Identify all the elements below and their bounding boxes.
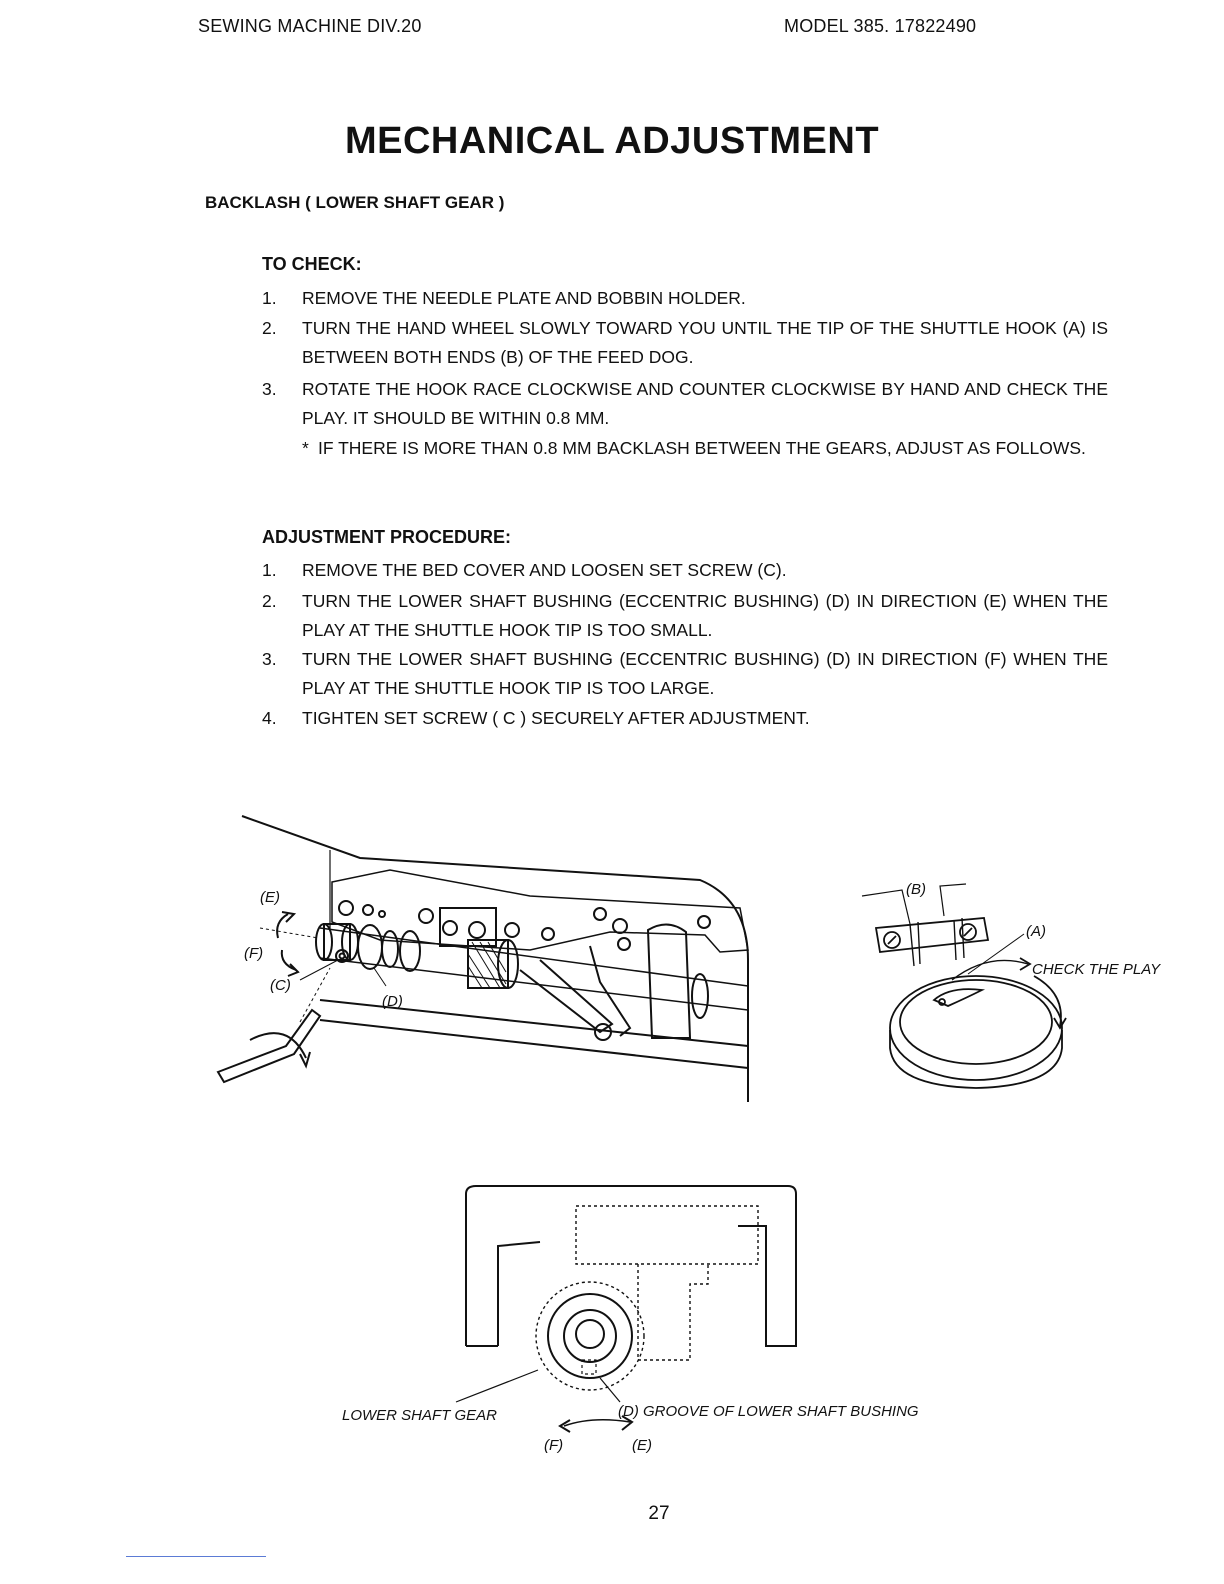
hook-label-b: (B)	[906, 881, 926, 898]
bottom-label-e: (E)	[632, 1437, 652, 1454]
check-note-text: IF THERE IS MORE THAN 0.8 MM BACKLASH BETWEEN THE GEARS, ADJUST AS FOLLOWS.	[318, 438, 1086, 458]
adjust-item-2-num: 2.	[262, 591, 277, 611]
main-label-e: (E)	[260, 889, 280, 906]
check-item-3-num: 3.	[262, 379, 277, 399]
check-item-2	[262, 314, 1108, 372]
adjust-item-2	[262, 587, 1108, 645]
main-label-c: (C)	[270, 977, 291, 994]
figure-hook-check-play	[858, 876, 1178, 1106]
main-label-d: (D)	[382, 993, 403, 1010]
check-item-1-num: 1.	[262, 288, 277, 308]
hook-label-a: (A)	[1026, 923, 1046, 940]
page-number: 27	[648, 1503, 670, 1524]
adjust-item-1-text: REMOVE THE BED COVER AND LOOSEN SET SCREW (C).	[302, 560, 787, 580]
adjustment-heading: ADJUSTMENT PROCEDURE:	[262, 527, 512, 547]
adjust-item-4	[262, 704, 1108, 733]
check-item-1-text: REMOVE THE NEEDLE PLATE AND BOBBIN HOLDER.	[302, 288, 746, 308]
main-label-f: (F)	[244, 945, 264, 962]
check-item-3-text: ROTATE THE HOOK RACE CLOCKWISE AND COUNTER CLOCKWISE BY HAND AND CHECK THE PLAY. IT SHOULD BE WITHIN 0.8 MM.	[302, 379, 1108, 428]
header-left: SEWING MACHINE DIV.20	[198, 16, 422, 36]
check-item-2-text: TURN THE HAND WHEEL SLOWLY TOWARD YOU UNTIL THE TIP OF THE SHUTTLE HOOK (A) IS BETWEEN BOTH ENDS (B) OF THE FEED DOG.	[302, 318, 1108, 367]
adjust-item-3	[262, 645, 1108, 703]
section-title: BACKLASH ( LOWER SHAFT GEAR )	[205, 193, 505, 212]
bottom-label-f: (F)	[544, 1437, 564, 1454]
adjust-item-1-num: 1.	[262, 560, 277, 580]
adjust-item-3-num: 3.	[262, 649, 277, 669]
figure-lower-shaft-gear	[330, 1180, 950, 1460]
header-right: MODEL 385. 17822490	[784, 16, 977, 36]
bottom-label-gear: LOWER SHAFT GEAR	[342, 1407, 498, 1424]
adjust-item-4-text: TIGHTEN SET SCREW ( C ) SECURELY AFTER ADJUSTMENT.	[302, 708, 810, 728]
page-title: MECHANICAL ADJUSTMENT	[344, 120, 880, 162]
check-note-bullet: *	[302, 438, 309, 458]
bottom-label-groove: (D) GROOVE OF LOWER SHAFT BUSHING	[618, 1403, 919, 1420]
footer-rule	[126, 1556, 266, 1557]
check-item-3	[262, 375, 1108, 433]
to-check-heading: TO CHECK:	[262, 254, 362, 274]
check-item-2-num: 2.	[262, 318, 277, 338]
hook-label-check-play: CHECK THE PLAY	[1032, 961, 1161, 978]
check-note	[302, 434, 1108, 463]
adjust-item-2-text: TURN THE LOWER SHAFT BUSHING (ECCENTRIC BUSHING) (D) IN DIRECTION (E) WHEN THE PLAY AT THE SHUTTLE HOOK TIP IS TOO SMALL.	[302, 591, 1108, 640]
check-item-1	[262, 284, 1108, 313]
figure-lower-shaft-mechanism	[200, 810, 780, 1110]
adjust-item-3-text: TURN THE LOWER SHAFT BUSHING (ECCENTRIC BUSHING) (D) IN DIRECTION (F) WHEN THE PLAY AT THE SHUTTLE HOOK TIP IS TOO LARGE.	[302, 649, 1108, 698]
adjust-item-1	[262, 556, 1108, 585]
adjust-item-4-num: 4.	[262, 708, 277, 728]
